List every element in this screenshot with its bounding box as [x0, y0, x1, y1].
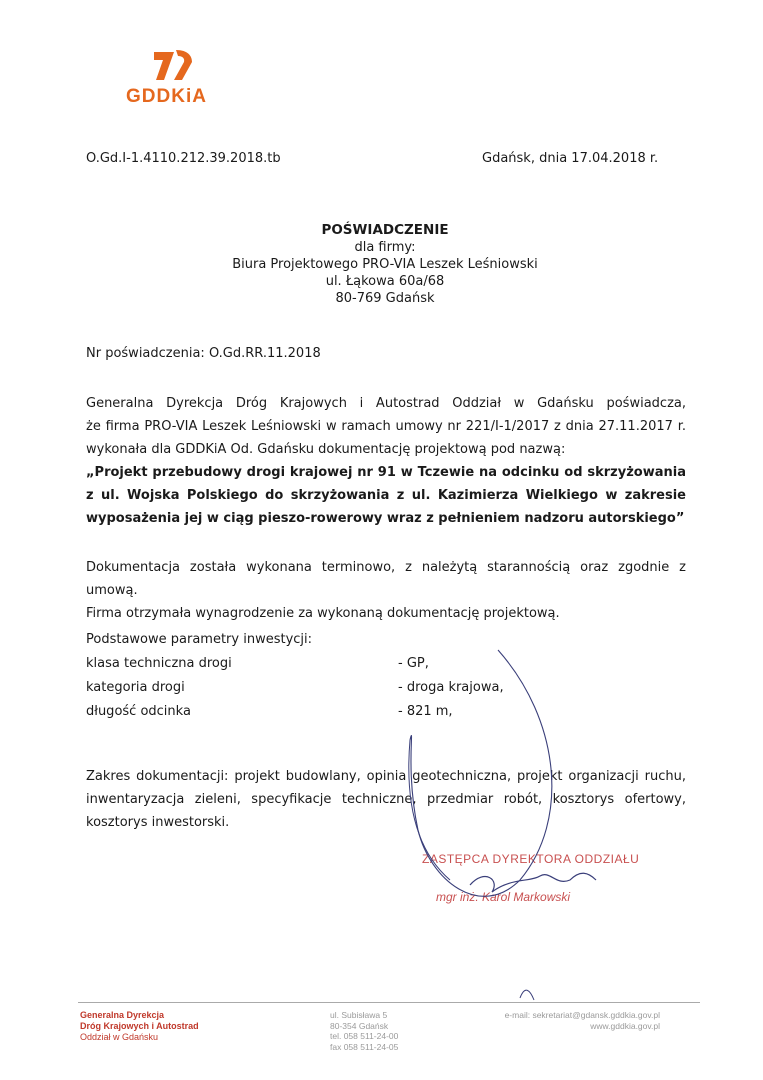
footer-org-line: Oddział w Gdańsku [80, 1032, 159, 1042]
company-name: Biura Projektowego PRO-VIA Leszek Leśniowski [232, 257, 538, 272]
footer-fax: fax 058 511-24-05 [330, 1041, 399, 1052]
paragraph-main [86, 392, 686, 530]
paragraph-line: kosztorys inwestorski. [86, 815, 230, 830]
signature-stamp [420, 852, 660, 912]
certificate-title: POŚWIADCZENIE [321, 222, 449, 238]
reference-number: O.Gd.I-1.4110.212.39.2018.tb [86, 151, 281, 166]
investment-parameters [86, 628, 606, 724]
footer-email: e-mail: sekretariat@gdansk.gddkia.gov.pl [504, 1010, 660, 1020]
parameter-value: - 821 m, [398, 704, 453, 719]
paragraph-line: Firma otrzymała wynagrodzenie za wykonaną dokumentację projektową. [86, 606, 560, 621]
gddkia-logo [118, 44, 228, 110]
gddkia-emblem-icon [148, 44, 208, 84]
parameters-heading: Podstawowe parametry inwestycji: [86, 632, 313, 647]
project-name-line: wyposażenia jej w ciąg pieszo-rowerowy wraz z pełnieniem nadzoru autorskiego” [86, 511, 685, 526]
project-name-line: „Projekt przebudowy drogi krajowej nr 91 w Tczewie na odcinku od skrzyżowania [86, 465, 686, 480]
footer-phone: tel. 058 511-24-00 [330, 1031, 399, 1041]
parameter-value: - GP, [398, 656, 429, 671]
footer-divider [78, 1002, 700, 1003]
parameter-row [86, 652, 606, 676]
footer-contact [460, 1010, 660, 1031]
paragraph-line: Dokumentacja została wykonana terminowo, z należytą starannością oraz zgodnie z umową. [86, 560, 686, 598]
footer-address-line: 80-354 Gdańsk [330, 1020, 389, 1031]
paragraph-completion [86, 556, 686, 625]
parameter-label: kategoria drogi [86, 680, 185, 695]
paragraph-line: Generalna Dyrekcja Dróg Krajowych i Autostrad Oddział w Gdańsku poświadcza, [86, 396, 686, 411]
parameter-value: - droga krajowa, [398, 680, 504, 695]
paragraph-line: Zakres dokumentacji: projekt budowlany, opinia geotechniczna, projekt organizacji ruchu, [86, 769, 686, 784]
certificate-number: Nr poświadczenia: O.Gd.RR.11.2018 [86, 346, 321, 361]
stamp-name: mgr inż. Karol Markowski [436, 890, 571, 904]
paragraph-scope [86, 765, 686, 834]
project-name-line: z ul. Wojska Polskiego do skrzyżowania z ul. Kazimierza Wielkiego w zakresie [86, 488, 686, 503]
footer-organization [80, 1010, 199, 1043]
footer-website: www.gddkia.gov.pl [590, 1020, 660, 1031]
parameter-label: klasa techniczna drogi [86, 656, 232, 671]
footer-address [330, 1010, 398, 1052]
logo-text: GDDKiA [126, 86, 207, 107]
paragraph-line: inwentaryzacja zieleni, specyfikacje techniczne, przedmiar robót, kosztorys ofertowy, [86, 792, 686, 807]
parameter-label: długość odcinka [86, 704, 191, 719]
paragraph-line: że firma PRO-VIA Leszek Leśniowski w ramach umowy nr 221/I-1/2017 z dnia 27.11.2017 r. [86, 419, 686, 434]
for-company-label: dla firmy: [354, 240, 416, 255]
paragraph-line: wykonała dla GDDKiA Od. Gdańsku dokumentację projektową pod nazwą: [86, 442, 566, 457]
company-city: 80-769 Gdańsk [335, 291, 435, 306]
parameter-row [86, 700, 606, 724]
company-street: ul. Łąkowa 60a/68 [325, 274, 445, 289]
certificate-heading [140, 222, 630, 307]
stamp-title: ZASTĘPCA DYREKTORA ODDZIAŁU [422, 852, 640, 866]
footer-org-line: Generalna Dyrekcja [80, 1010, 165, 1020]
document-date: Gdańsk, dnia 17.04.2018 r. [482, 151, 659, 166]
footer-org-line: Dróg Krajowych i Autostrad [80, 1021, 199, 1031]
footer-address-line: ul. Subisława 5 [330, 1010, 388, 1020]
parameter-row [86, 676, 606, 700]
